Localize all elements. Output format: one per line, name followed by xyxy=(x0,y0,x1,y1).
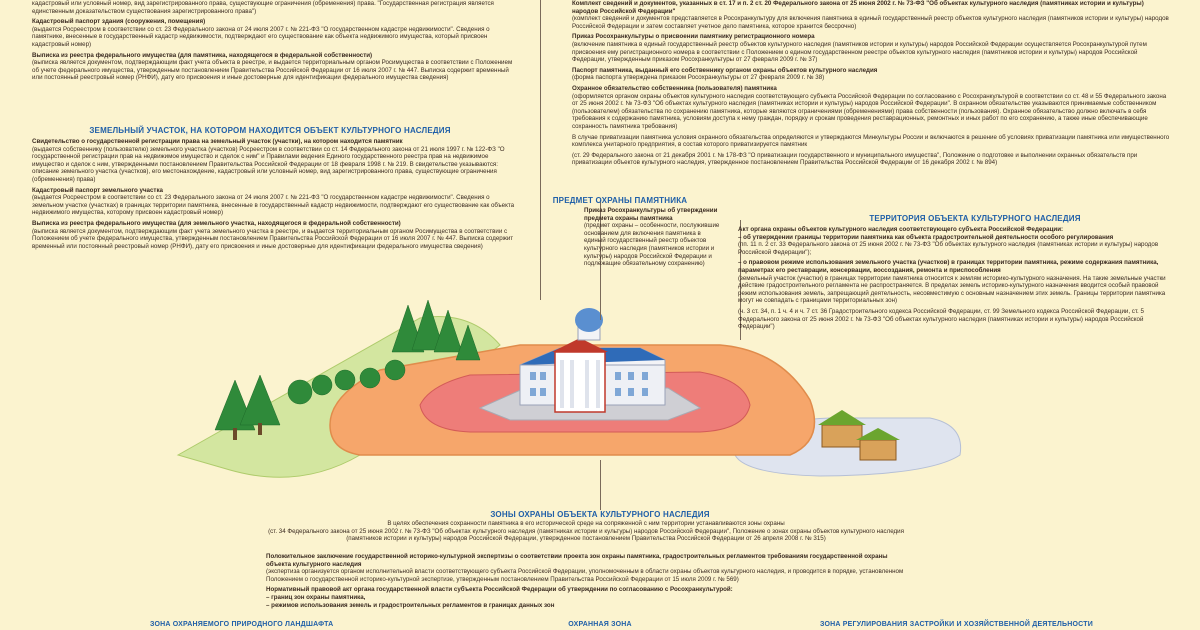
landscape-zone-label: ЗОНА ОХРАНЯЕМОГО ПРИРОДНОГО ЛАНДШАФТА xyxy=(150,621,334,628)
land-section-title: ЗЕМЕЛЬНЫЙ УЧАСТОК, НА КОТОРОМ НАХОДИТСЯ ОБЪЕКТ КУЛЬТУРНОГО НАСЛЕДИЯ xyxy=(89,126,451,135)
subject-order-title: Приказ Росохранкультуры об утверждении предмета охраны памятника xyxy=(584,207,718,222)
protection-obligation-text: (оформляется органом охраны объектов культурного наследия соответствующего субъекта Российской Федерации по согласованию с Росохранкультурой в соответствии со ст. 48 и 55 Федерального закона от 25 июня 2002 г. № 73-ФЗ "Об объектах культурного наследия (памятниках истории и культуры) народов Российской Федерации". В охранном обязательстве указываются принимаемые собственником (пользователем) обязательства по сохранению памятника, которые являются ограничениями (обременениями) права собственности (пользования). Охранное обязательство должно включать в себя требования к содержанию памятника, условиям доступа к нему граждан, порядку и срокам проведения реставрационных, ремонтных и иных работ по его сохранению, а также иные обеспечивающие сохранность памятника требования) xyxy=(572,92,1167,130)
zones-docs-block xyxy=(266,553,906,609)
building-extract-text: (выписка является документом, подтверждающим факт учета объекта в реестре, и выдается территориальным органом Росимущества в соответствии с Положением об учете федерального имущества, утвержденным постановлением Правительства Российской Федерации от 16 июля 2007 г. № 447. Выписка содержит временный или постоянный реестровый номер (РНФИ), дату его присвоения и иные достоверные для идентификации федерального имущества сведения) xyxy=(32,59,513,82)
zones-act-item-regimes: – режимов использования земель и градостроительных регламентов в границах данных зон xyxy=(266,601,555,609)
protection-obligation-title: Охранное обязательство собственника (пользователя) памятника xyxy=(572,84,777,92)
territory-section-title: ТЕРРИТОРИЯ ОБЪЕКТА КУЛЬТУРНОГО НАСЛЕДИЯ xyxy=(869,214,1081,223)
subject-section-title: ПРЕДМЕТ ОХРАНЫ ПАМЯТНИКА xyxy=(552,196,688,205)
connector-line xyxy=(540,0,541,300)
zones-intro-block xyxy=(266,520,906,546)
monument-building-icon xyxy=(520,308,665,412)
registry-docs-title: Комплект сведений и документов, указанных в ст. 17 и п. 2 ст. 20 Федерального закона от 25 июня 2002 г. № 73-ФЗ "Об объектах культурного наследия (памятниках истории и культуры) народов Российской Федерации" xyxy=(572,0,1144,15)
land-certificate-text: (выдается собственнику (пользователю) земельного участка (участков) Росреестром в соответствии со ст. 14 Федерального закона от 21 июля 1997 г. № 122-ФЗ "О государственной регистрации прав на недвижимое имущество и сделок с ним" и Правилами ведения Единого государственного реестра прав на недвижимое имущество и сделок с ним, утвержденными постановлением Правительства Российской Федерации от 18 февраля 1998 г. № 219. В свидетельстве указываются: описание земельного участка (участков), его местонахождение, кадастровый или условный номер, вид зарегистрированного права, существующие ограничения (обременения) права) xyxy=(32,145,505,183)
registry-docs-block xyxy=(572,0,1170,170)
land-extract-text: (выписка является документом, подтверждающим факт учета земельного участка в реестре, и выдается территориальным органом Росимущества в соответствии с Положением об учете федерального имущества, утвержденным постановлением Правительства Российской Федерации от 16 июля 2007 г. № 447. Выписка содержит временный или постоянный реестровый номер (РНФИ), дату его присвоения и иные достоверные для идентификации федерального имущества сведения) xyxy=(32,227,514,250)
building-cadastral-text: (выдается Росреестром в соответствии со ст. 23 Федерального закона от 24 июля 2007 г. № 221-ФЗ "О государственном кадастре недвижимости". Сведения о памятнике, внесенные в государственный кадастр недвижимости, подтверждают его существование как объекта недвижимого имущества, который присвоен кадастровый номер) xyxy=(32,25,490,48)
building-docs-text: кадастровый или условный номер, вид зарегистрированного права, существующие ограничения (обременения) права. "Государственная регистрация является единственным доказательством существования зарегистрированного права") xyxy=(32,0,494,15)
monument-passport-text: (форма паспорта утверждена приказом Росохранкультуры от 27 февраля 2009 г. № 38) xyxy=(572,74,825,82)
territory-item-regime: – о правовом режиме использования земельного участка (участков) в границах территории памятника, режиме содержания памятника, параметрах его реставрации, консервации, воссоздания, ремонта и приспособления xyxy=(738,259,1159,274)
registration-order-title: Приказ Росохранкультуры о присвоении памятнику регистрационного номера xyxy=(572,33,815,41)
zones-act-title: Нормативный правовой акт органа государственной власти субъекта Российской Федерации об утверждении по согласованию с Росохранкультурой: xyxy=(266,586,733,594)
privatization-text: В случае приватизации памятника условия охранного обязательства определяются и утверждаются Минкультуры России и включаются в решение об условиях приватизации памятника или имущественного комплекса унитарного предприятия, в состав которого приватизируется памятник xyxy=(572,133,1170,149)
zones-expertise-title: Положительное заключение государственной историко-культурной экспертизы о соответствии проекта зон охраны памятника, градостроительных регламентов требованиям государственной охраны объекта культурного наследия xyxy=(266,553,888,568)
subject-order-text: (предмет охраны – особенности, послужившие основанием для включения памятника в единый государственный реестр объектов культурного наследия (памятников истории и культуры) народов Российской Федерации и подлежащие обязательному сохранению) xyxy=(584,222,720,268)
development-zone-label: ЗОНА РЕГУЛИРОВАНИЯ ЗАСТРОЙКИ И ХОЗЯЙСТВЕННОЙ ДЕЯТЕЛЬНОСТИ xyxy=(820,621,1093,628)
connector-line xyxy=(600,460,601,510)
subject-block xyxy=(584,207,724,271)
monument-passport-title: Паспорт памятника, выданный его собственнику органом охраны объектов культурного наследия xyxy=(572,66,878,74)
land-certificate-title: Свидетельство о государственной регистрации права на земельный участок (участки), на котором находится памятник xyxy=(32,138,403,145)
zones-act-item-borders: – границ зон охраны памятника, xyxy=(266,593,366,601)
zones-expertise-text: (экспертиза организуется органом исполнительной власти соответствующего субъекта Российской Федерации, уполномоченным в области охраны объектов культурного наследия, и проводится в порядке, установленном Положением о государственной историко-культурной экспертизе, утвержденным постановлением Правительства Российской Федерации от 15 июля 2009 г. № 569) xyxy=(266,568,904,583)
registration-order-text: (включение памятника в единый государственный реестр объектов культурного наследия (памятников истории и культуры) народов Российской Федерации осуществляется Росохранкультурой путем присвоения ему регистрационного номера в соответствии с Положением о едином государственном реестре объектов культурного наследия (памятников истории и культуры) народов Российской Федерации, утвержденным приказом Росохранкультуры от 27 февраля 2009 г. № 37) xyxy=(572,40,1147,64)
land-docs-block xyxy=(32,138,520,253)
zones-intro-text: В целях обеспечения сохранности памятника в его исторической среде на сопряженной с ним территории устанавливаются зоны охраны xyxy=(387,520,785,527)
registry-docs-text: (комплект сведений и документов представляется в Росохранкультуру для включения памятника в единый государственный реестр объектов культурного наследия (памятников истории и культуры) народов Российской Федерации и затем составляет учетное дело памятника, которое хранится бессрочно) xyxy=(572,15,1169,30)
zones-intro-reference: (ст. 34 Федерального закона от 25 июня 2002 г. № 73-ФЗ "Об объектах культурного наследия (памятниках истории и культуры) народов Российской Федерации", Положение о зонах охраны объектов культурного наследия (памятников истории и культуры) народов Российской Федерации, утвержденное постановлением Правительства Российской Федерации от 26 апреля 2008 г. № 315) xyxy=(268,527,904,543)
zones-section-title: ЗОНЫ ОХРАНЫ ОБЪЕКТА КУЛЬТУРНОГО НАСЛЕДИЯ xyxy=(490,510,710,519)
building-cadastral-title: Кадастровый паспорт здания (сооружения, помещения) xyxy=(32,18,206,26)
building-docs-block xyxy=(32,0,520,85)
territory-item-regime-text: (земельный участок (участки) в границах территории памятника относится к землям историко-культурного назначения. На такие земельные участки действие градостроительного регламента не распространяется. В пределах земель историко-культурного назначения вводится особый правовой режим использования земель, запрещающий деятельность, несовместимую с основным назначением этих земель. Границы территории памятника могут не совпадать с границами территориальных зон) xyxy=(738,274,1166,305)
territory-item-regime-ref: (ч. 3 ст. 34, п. 1 ч. 4 и ч. 7 ст. 36 Градостроительного кодекса Российской Федерации, ст. 99 Земельного кодекса Российской Федерации, ст. 5 Федерального закона от 25 июня 2002 г. № 73-ФЗ "Об объектах культурного наследия (памятниках истории и культуры) народов Российской Федерации") xyxy=(738,307,1144,331)
territory-item-borders: – об утверждении границы территории памятника как объекта градостроительной деятельности особого регулирования xyxy=(738,233,1114,241)
protected-zone-label: ОХРАННАЯ ЗОНА xyxy=(568,621,632,628)
territory-block xyxy=(738,226,1170,334)
land-cadastral-title: Кадастровый паспорт земельного участка xyxy=(32,186,163,194)
territory-act-title: Акт органа охраны объектов культурного наследия соответствующего субъекта Российской Федерации: xyxy=(738,226,1064,233)
privatization-reference: (ст. 29 Федерального закона от 21 декабря 2001 г. № 178-ФЗ "О приватизации государственного и муниципального имущества", Положение о подготовке и выполнении охранных обязательств при приватизации объектов культурного наследия, утвержденное постановлением Правительства Российской Федерации от 16 декабря 2002 г. № 894) xyxy=(572,151,1138,167)
land-cadastral-text: (выдается Росреестром в соответствии со ст. 23 Федерального закона от 24 июля 2007 г. № 221-ФЗ "О государственном кадастре недвижимости". Сведения о земельном участке (участках) в границах территории памятника, внесенные в государственный кадастр недвижимости, подтверждают его существование как объекта недвижимого имущества, которому присвоен кадастровый номер) xyxy=(32,194,515,217)
territory-item-borders-ref: (пп. 11 п. 2 ст. 33 Федерального закона от 25 июня 2002 г. № 73-ФЗ "Об объектах культурного наследия (памятниках истории и культуры) народов Российской Федерации"); xyxy=(738,241,1159,256)
land-extract-title: Выписка из реестра федерального имущества (для земельного участка, находящегося в федеральной собственности) xyxy=(32,219,401,227)
building-extract-title: Выписка из реестра федерального имущества (для памятника, находящегося в федеральной собственности) xyxy=(32,51,373,59)
